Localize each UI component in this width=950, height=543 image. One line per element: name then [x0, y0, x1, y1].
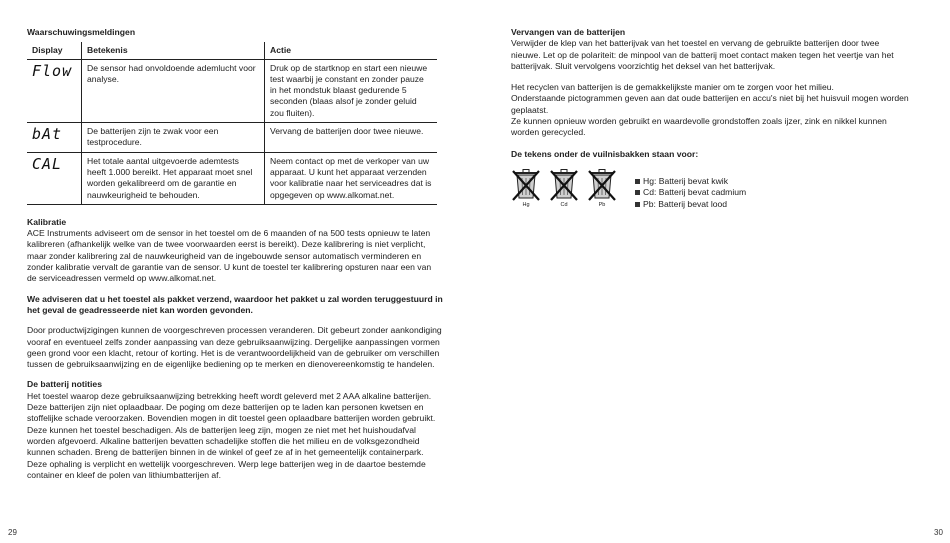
- legend-item: [635, 187, 746, 198]
- changes-text: Door productwijzigingen kunnen de voorgeschreven processen veranderen. Dit gebeurt zonder aankondiging vooraf en eventueel zelfs zonder aanpassing van deze gebruiksaanwijzing. Dergelijke aanpassingen vormen geen grond voor een klacht, retour of korting. Het is de verantwoordelijkheid van de gebruiker om verschillen tussen de gebruiksaanwijzing en de eigenlijke bediening op te merken en dienovereenkomstig te handelen.: [27, 325, 442, 370]
- meaning-cell: Het totale aantal uitgevoerde ademtests heeft 1.000 bereikt. Het apparaat moet snel worden gekalibreerd om de garantie en nauwkeurigheid te behouden.: [82, 152, 265, 204]
- table-row: [27, 59, 437, 122]
- bullet-square-icon: [635, 190, 640, 195]
- meaning-cell: De batterijen zijn te zwak voor een testprocedure.: [82, 123, 265, 153]
- bullet-square-icon: [635, 179, 640, 184]
- legend-text: Pb: Batterij bevat lood: [643, 198, 728, 209]
- bin-hg: [511, 168, 541, 209]
- page-right: [475, 0, 950, 543]
- col-header-meaning: Betekenis: [82, 42, 265, 59]
- action-cell: Neem contact op met de verkoper van uw apparaat. U kunt het apparaat verzenden voor kalibratie naar het serviceadres dat is opgegeven op www.alkomat.net.: [265, 152, 438, 204]
- bins-legend: [635, 176, 746, 210]
- crossed-bin-icon: [511, 168, 541, 202]
- recycle-line: Het recyclen van batterijen is de gemakkelijkste manier om te zorgen voor het milieu.: [511, 82, 834, 93]
- bullet-square-icon: [635, 202, 640, 207]
- recycle-line: Onderstaande pictogrammen geven aan dat oude batterijen en accu's niet bij het huisvuil mogen worden geplaatst.: [511, 93, 909, 115]
- bin-cd: [549, 168, 579, 209]
- warnings-table: [27, 42, 437, 205]
- display-code: bAt: [27, 123, 82, 153]
- table-row: [27, 152, 437, 204]
- display-code: CAL: [27, 152, 82, 204]
- battery-notes-heading: De batterij notities: [27, 379, 102, 390]
- crossed-bin-icon: [587, 168, 617, 202]
- recycle-line: worden gerecycled.: [511, 127, 586, 138]
- advice-text: We adviseren dat u het toestel als pakket verzend, waardoor het pakket u zal worden teruggestuurd in het geval de geadresseerde niet kan worden gevonden.: [27, 293, 443, 315]
- legend-item: [635, 176, 746, 187]
- bin-code: Cd: [560, 201, 568, 208]
- col-header-action: Actie: [265, 42, 438, 59]
- bin-code: Hg: [522, 201, 530, 208]
- replace-text: Verwijder de klep van het batterijvak van het toestel en vervang de gebruikte batterijen door twee nieuwe. Let op de polariteit: de minpool van de batterij moet contact maken tegen het veertje van het batterijvak. Sluit vervolgens voorzichtig het deksel van het batterijvak.: [511, 38, 894, 71]
- display-code: Flow: [27, 59, 82, 122]
- bin-code: Pb: [598, 201, 606, 208]
- page-number-left: 29: [8, 528, 17, 537]
- replace-heading: Vervangen van de batterijen: [511, 27, 626, 37]
- calibration-heading: Kalibratie: [27, 216, 67, 227]
- col-header-display: Display: [27, 42, 82, 59]
- bins-row: [511, 168, 911, 210]
- action-cell: Vervang de batterijen door twee nieuwe.: [265, 123, 438, 153]
- table-row: [27, 123, 437, 153]
- recycle-line: Ze kunnen opnieuw worden gebruikt en waardevolle grondstoffen zoals ijzer, zink en nikkel kunnen: [511, 116, 887, 127]
- legend-text: Cd: Batterij bevat cadmium: [643, 187, 747, 198]
- bin-pb: [587, 168, 617, 209]
- warnings-heading: Waarschuwingsmeldingen: [27, 27, 136, 37]
- battery-notes-text: Het toestel waarop deze gebruiksaanwijzing betrekking heeft wordt geleverd met 2 AAA alkaline batterijen. Deze batterijen zijn niet oplaadbaar. De poging om deze batterijen op te laden kan personen kwetsen en stoffelijke schade veroorzaken. Bovendien mogen in dit toestel geen oplaadbare batterijen worden gebruikt. Deze kunnen het toestel beschadigen. Als de batterijen leeg zijn, mogen ze niet met het huishoudafval worden afgevoerd. Alkaline batterijen bevatten schadelijke stoffen die het milieu en de volksgezondheid kunnen schaden. Breng de batterijen binnen in de winkel of geef ze af in het gemeentelijk containerpark. Deze ophaling is verplicht en wettelijk voorgeschreven. Werp lege batterijen weg in de daartoe bestemde container en kleef de polen van lithiumbatterijen af.: [27, 390, 436, 480]
- bins-heading: De tekens onder de vuilnisbakken staan voor:: [511, 148, 699, 159]
- action-cell: Druk op de startknop en start een nieuwe test waarbij je constant en zonder pauze in het mondstuk blaast gedurende 5 seconden (blaas alsof je zonder geluid zou fluiten).: [265, 59, 438, 122]
- page-number-right: 30: [934, 528, 943, 537]
- legend-item: [635, 199, 746, 210]
- legend-text: Hg: Batterij bevat kwik: [643, 175, 729, 186]
- meaning-cell: De sensor had onvoldoende ademlucht voor analyse.: [82, 59, 265, 122]
- calibration-text: ACE Instruments adviseert om de sensor in het toestel om de 6 maanden of na 500 tests opnieuw te laten kalibreren (afhankelijk welke van de twee voorwaarden eerst is bereikt). Deze kalibrering is niet verplicht, maar zonder kalibrering zal de nauwkeurigheid van de ingebouwde sensor automatisch verminderen en zonder kalibratie vervalt de garantie van de sensor. U kunt de toestel ter kalibrering opsturen naar een van de serviceadressen vermeld op www.alkomat.net.: [27, 228, 432, 284]
- crossed-bin-icon: [549, 168, 579, 202]
